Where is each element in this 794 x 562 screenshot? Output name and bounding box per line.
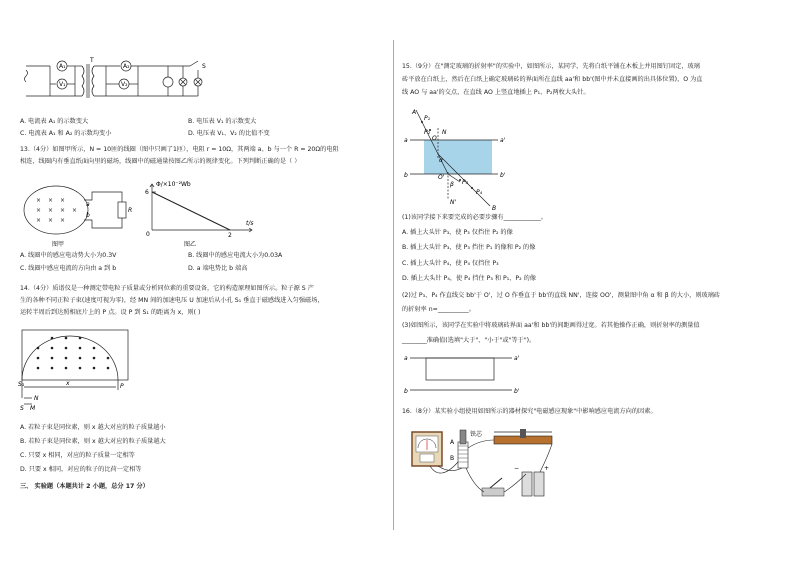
section-3-heading: 三、 实验题（本题共计 2 小题，总分 17 分） [20, 483, 149, 490]
q16-label-iron-core: 铁芯 [470, 431, 483, 438]
q15-refraction-figure [402, 106, 512, 210]
q12-circuit-figure [20, 58, 220, 113]
q15-option-b: B. 插上大头针 P₃，使 P₃ 挡住 P₁ 的像和 P₂ 的像 [402, 244, 536, 251]
q14-option-d: D. 只要 x 相同，对应的粒子的比荷一定相等 [20, 466, 142, 473]
q14-stem-line1: 14.（4分）质谱仪是一种测定带电粒子质量或分析同位素的重要设备，它的构造原理如图所示。粒子源 S 产 [20, 285, 314, 292]
q16-label-A: A [450, 439, 455, 446]
q15-fig-N: N [442, 129, 447, 136]
q15-fig2-a: a [404, 355, 408, 362]
q13-figure-jia [22, 182, 132, 252]
q12-option-a: A. 电流表 A₁ 的示数变大 [20, 118, 89, 125]
q15-fig-P1: P₁ [424, 115, 431, 122]
q15-fig2-b: b [404, 388, 408, 395]
q15-q2-line1: (2)过 P₃、P₄ 作直线交 bb'于 O'，过 O 作垂直于 bb'的直线 NN'，连接 OO'，测量图中角 α 和 β 的大小，则玻璃砖 [402, 292, 721, 299]
q13-option-b: B. 线圈中的感应电流大小为0.03A [188, 252, 283, 259]
column-divider [393, 40, 394, 530]
q13-caption-yi: 图乙 [184, 241, 197, 248]
q15-fig-alpha: α [439, 157, 443, 164]
q13-option-a: A. 线圈中的感应电动势大小为0.3V [20, 252, 117, 259]
q15-fig-A: A [412, 109, 417, 116]
svg-text:×: × [36, 197, 42, 204]
q14-stem-line3: 运转半周后到达照相底片上的 P 点。设 P 到 S₁ 的距离为 x，则( ) [20, 309, 201, 316]
q15-stem-line3: 线 AO 与 aa'的交点，在直线 AO 上竖直地插上 P₁、P₂两枚大头针。 [402, 89, 590, 96]
q15-fig-B: B [492, 205, 497, 212]
q13-stem-line2: 相连，线圈内有垂直纸面向里的磁场，线圈中的磁通量按图乙所示的规律变化。下列判断正确的是（ ） [20, 158, 301, 165]
q15-option-d: D. 插上大头针 P₄，使 P₄ 挡住 P₃ 和 P₁、P₂ 的像 [402, 275, 536, 282]
q15-option-a: A. 插上大头针 P₃，使 P₃ 仅挡住 P₂ 的像 [402, 229, 513, 236]
q14-label-P: P [120, 383, 124, 390]
q13-figure-yi [142, 180, 262, 252]
q16-label-plus: + [544, 465, 550, 472]
q15-fig-a-prime: a' [500, 137, 506, 144]
q14-label-S1: S₁ [18, 381, 25, 388]
q12-option-d: D. 电压表 V₁、V₂ 的比值不变 [188, 130, 270, 137]
q13-option-d: D. a 端电势比 b 端高 [188, 265, 248, 272]
q13-xtick-2: 2 [228, 232, 232, 239]
q12-option-b: B. 电压表 V₁ 的示数变大 [188, 118, 257, 125]
q15-fig-P3: P₃ [462, 179, 469, 186]
q14-label-x: x [66, 380, 70, 387]
q12-label-S: S [202, 63, 206, 70]
q16-label-B: B [450, 455, 455, 462]
q15-fig2-b-prime: b' [514, 388, 520, 395]
q15-fig-beta: β [450, 181, 454, 188]
q12-label-A2: A₂ [123, 63, 130, 70]
q14-stem-line2: 生的各种不同正粒子束(速度可视为零)，经 MN 间的加速电压 U 加速后从小孔 S₁ 垂直于磁感线进入匀强磁场， [20, 297, 324, 304]
q15-fig2-a-prime: a' [514, 355, 520, 362]
q14-option-a: A. 若粒子束是同位素，则 x 越大对应的粒子质量越小 [20, 424, 166, 431]
q15-option-c: C. 插上大头针 P₄，使 P₄ 仅挡住 P₃ [402, 260, 499, 267]
svg-text:×: × [48, 207, 54, 214]
svg-text:×: × [36, 207, 42, 214]
q13-origin: 0 [146, 231, 150, 238]
svg-text:×: × [48, 197, 54, 204]
q15-fig-P2: P₂ [424, 129, 431, 136]
q15-thickness-figure [402, 350, 522, 398]
q13-label-a: a [86, 201, 90, 208]
q15-q1: (1)该同学接下来要完成的必要步骤有____________。 [402, 214, 547, 221]
q15-q3-line2: ________准确值(选填"大于"、"小于"或"等于")。 [402, 337, 536, 344]
q12-option-c: C. 电流表 A₁ 和 A₂ 的示数均变小 [20, 130, 112, 137]
q15-stem-line1: 15.（9分）在"测定玻璃的折射率"的实验中，如图所示，某同学，先将白纸平铺在木板上并用图钉固定，玻璃 [402, 63, 700, 70]
svg-text:×: × [60, 197, 66, 204]
q15-fig-b: b [404, 172, 408, 179]
q13-stem-line1: 13.（4分）如图甲所示，N = 10匝的线圈（图中只画了1匝），电阻 r = 10Ω，其两端 a、b 与一个 R = 20Ω的电阻 [20, 146, 339, 153]
q16-stem: 16.（8分）某实验小组使用如图所示的器材探究"电磁感应现象"中影响感应电流方向的因素。 [402, 408, 657, 415]
svg-text:×: × [72, 207, 78, 214]
q12-label-A1: A₁ [59, 63, 66, 70]
svg-text:×: × [60, 207, 66, 214]
q15-fig-a: a [404, 137, 408, 144]
q15-fig-N-prime: N' [450, 199, 457, 206]
q16-apparatus-figure [410, 422, 560, 504]
q14-figure [20, 326, 150, 418]
q15-fig-b-prime: b' [500, 172, 506, 179]
svg-text:×: × [60, 217, 66, 224]
q14-option-b: B. 若粒子束是同位素，则 x 越大对应的粒子质量越大 [20, 438, 166, 445]
q14-label-N: N [34, 395, 39, 402]
q12-label-V2: V₂ [121, 81, 128, 88]
q15-fig-O-prime: O' [438, 174, 445, 181]
q13-caption-jia: 图甲 [52, 241, 65, 248]
q13-xaxis-label: t/s [246, 220, 254, 227]
q13-ytick-6: 6 [145, 189, 149, 196]
q15-q3-line1: (3)如图所示，该同学在实验中将玻璃砖界面 aa'和 bb'的间距画得过宽。若其他操作正确，则折射率的测量值 [402, 322, 700, 329]
q15-fig-O: O [432, 135, 437, 142]
q13-option-c: C. 线圈中感应电流的方向由 a 到 b [20, 265, 117, 272]
q14-label-M: M [30, 405, 36, 412]
q12-label-T: T [90, 57, 94, 64]
q15-fig-P4: P₄ [476, 189, 483, 196]
svg-text:×: × [36, 217, 42, 224]
q13-label-b: b [86, 212, 90, 219]
q14-label-S: S [20, 405, 24, 412]
q16-label-minus: − [514, 465, 520, 472]
svg-text:×: × [48, 217, 54, 224]
q14-option-c: C. 只要 x 相同，对应的粒子质量一定相等 [20, 452, 135, 459]
q12-label-V1: V₁ [59, 81, 66, 88]
q13-label-R: R [128, 207, 133, 214]
q15-q2-line2: 的折射率 n=__________。 [402, 306, 475, 313]
q15-stem-line2: 砖平放在白纸上，然后在白纸上确定玻璃砖的界面所在直线 aa'和 bb'(图中并未直接画的出具体位置)，O 为直 [402, 76, 703, 83]
q13-yaxis-label: Φ/×10⁻²Wb [156, 181, 191, 188]
